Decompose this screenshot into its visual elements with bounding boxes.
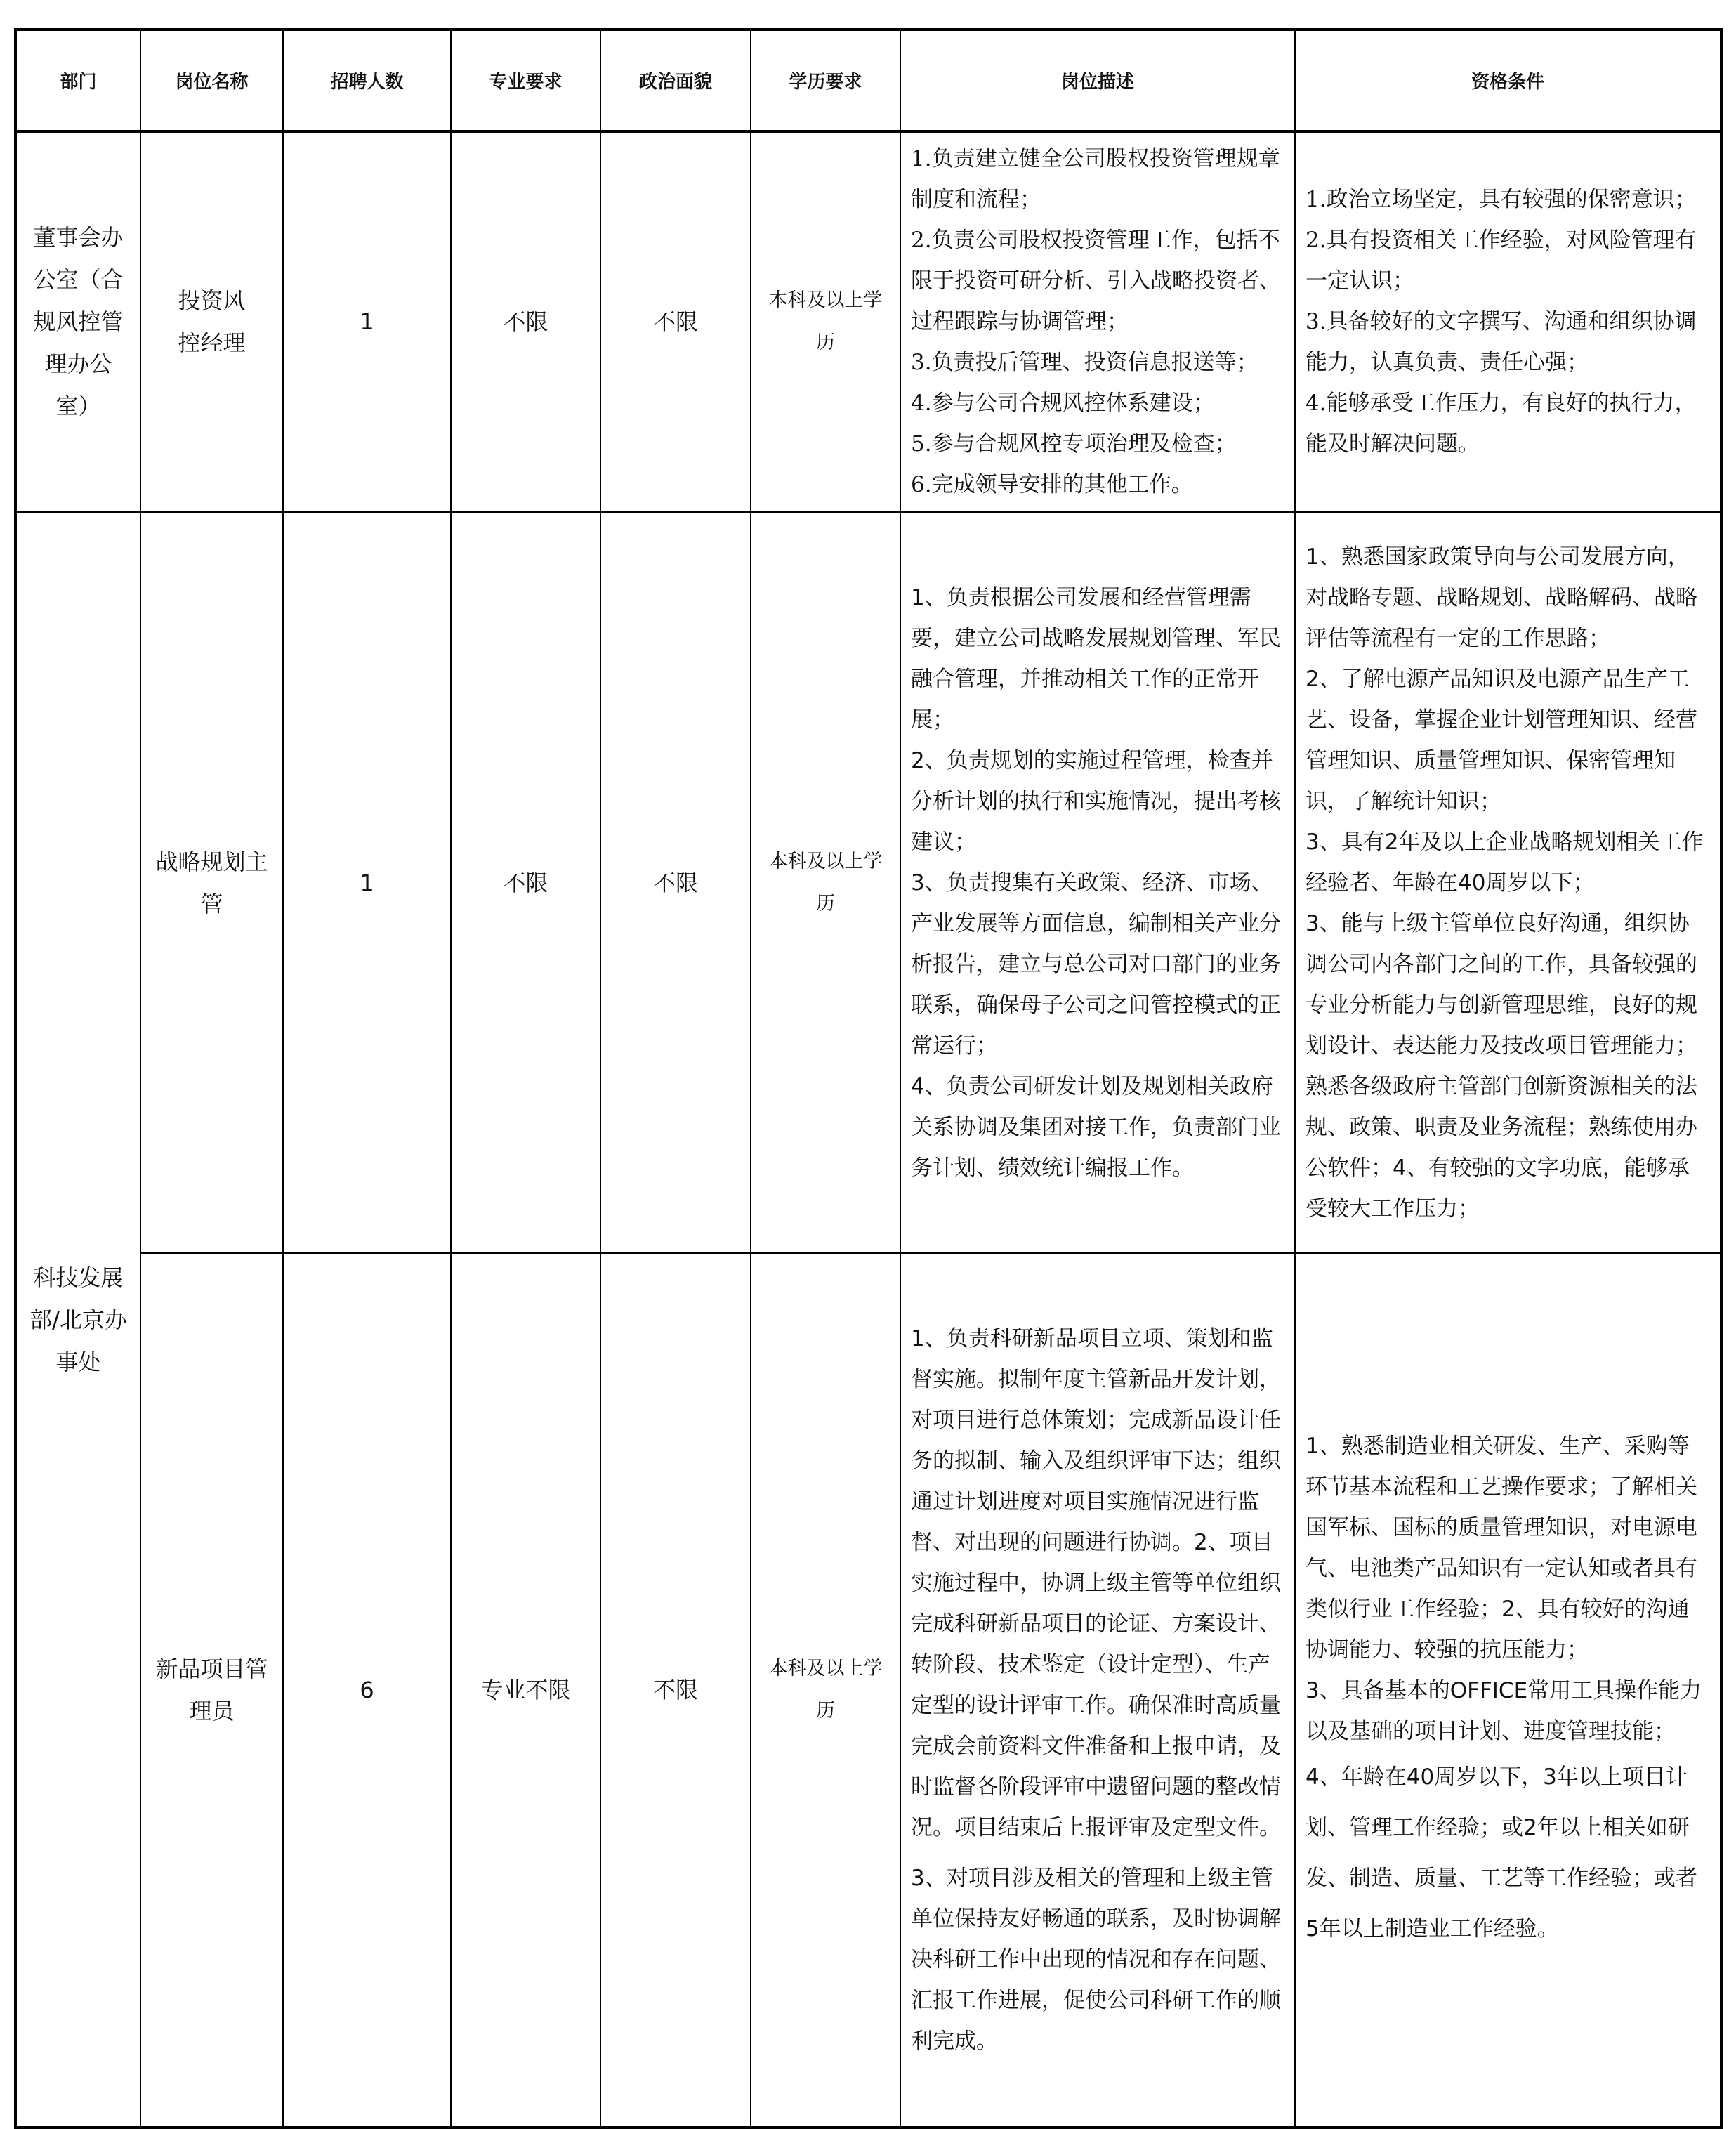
qualification-item: 1、熟悉制造业相关研发、生产、采购等环节基本流程和工艺操作要求；了解相关国军标、国标的质量管理知识，对电源电气、电池类产品知识有一定认知或者具有类似行业工作经验；2、具有较好的沟通协调能力、较强的抗压能力； (1306, 1434, 1697, 1663)
qualifications-cell (1295, 1253, 1721, 2128)
education-requirement-cell: 本科及以上学历 (751, 512, 900, 1253)
job-description-cell (900, 1253, 1295, 2128)
qualification-item: 1、熟悉国家政策导向与公司发展方向，对战略专题、战略规划、战略解码、战略评估等流程有一定的工作思路； (1306, 544, 1697, 651)
major-requirement-cell: 专业不限 (451, 1253, 600, 2128)
header-major-requirement: 专业要求 (451, 30, 600, 131)
qualification-item: 1.政治立场坚定，具有较强的保密意识； (1306, 187, 1697, 212)
political-status-cell: 不限 (600, 131, 751, 512)
description-item: 4、负责公司研发计划及规划相关政府关系协调及集团对接工作，负责部门业务计划、绩效统计编报工作。 (911, 1074, 1281, 1181)
description-item: 5.参与合规风控专项治理及检查； (911, 431, 1237, 457)
major-requirement-cell: 不限 (451, 131, 600, 512)
qualifications-cell (1295, 512, 1721, 1253)
header-qualifications: 资格条件 (1295, 30, 1721, 131)
table-row (15, 1253, 1721, 2128)
qualification-item: 3、具有2年及以上企业战略规划相关工作经验者、年龄在40周岁以下； (1306, 830, 1704, 896)
description-item: 4.参与公司合规风控体系建设； (911, 391, 1215, 416)
description-item: 1.负责建立健全公司股权投资管理规章制度和流程； (911, 146, 1280, 212)
political-status-cell: 不限 (600, 512, 751, 1253)
header-position-name: 岗位名称 (140, 30, 283, 131)
description-item: 2、负责规划的实施过程管理，检查并分析计划的执行和实施情况，提出考核建议； (911, 748, 1281, 855)
qualification-item: 3、具备基本的OFFICE常用工具操作能力以及基础的项目计划、进度管理技能； (1306, 1678, 1702, 1744)
headcount-cell: 6 (283, 1253, 451, 2128)
qualifications-cell (1295, 131, 1721, 512)
table-row (15, 131, 1721, 512)
header-political-status: 政治面貌 (600, 30, 751, 131)
qualification-item: 4、年龄在40周岁以下，3年以上项目计划、管理工作经验；或2年以上相关如研发、制造、质量、工艺等工作经验；或者5年以上制造业工作经验。 (1306, 1764, 1697, 1941)
qualification-item: 3、能与上级主管单位良好沟通，组织协调公司内各部门之间的工作，具备较强的专业分析能力与创新管理思维，良好的规划设计、表达能力及技改项目管理能力；熟悉各级政府主管部门创新资源相关的法规、政策、职责及业务流程；熟练使用办公软件；4、有较强的文字功底，能够承受较大工作压力； (1306, 911, 1697, 1221)
description-item: 1、负责根据公司发展和经营管理需要，建立公司战略发展规划管理、军民融合管理，并推动相关工作的正常开展； (911, 585, 1281, 733)
job-description-cell (900, 512, 1295, 1253)
recruitment-table (14, 28, 1723, 2129)
education-requirement-cell: 本科及以上学历 (751, 1253, 900, 2128)
position-name-cell: 战略规划主管 (140, 512, 283, 1253)
department-cell: 科技发展部/北京办事处 (15, 512, 140, 2128)
headcount-cell: 1 (283, 131, 451, 512)
qualification-item: 4.能够承受工作压力，有良好的执行力，能及时解决问题。 (1306, 391, 1697, 457)
department-cell: 董事会办公室（合规风控管理办公室） (15, 131, 140, 512)
job-description-cell (900, 131, 1295, 512)
description-item: 3.负责投后管理、投资信息报送等； (911, 350, 1258, 375)
description-item: 3、负责搜集有关政策、经济、市场、产业发展等方面信息，编制相关产业分析报告，建立与总公司对口部门的业务联系，确保母子公司之间管控模式的正常运行； (911, 870, 1281, 1059)
description-item: 1、负责科研新品项目立项、策划和监督实施。拟制年度主管新品开发计划，对项目进行总体策划；完成新品设计任务的拟制、输入及组织评审下达；组织通过计划进度对项目实施情况进行监督、对出现的问题进行协调。2、项目实施过程中，协调上级主管等单位组织完成科研新品项目的论证、方案设计、转阶段、技术鉴定（设计定型）、生产定型的设计评审工作。确保准时高质量完成会前资料文件准备和上报申请，及时监督各阶段评审中遗留问题的整改情况。项目结束后上报评审及定型文件。 (911, 1326, 1281, 1840)
qualification-item: 2、了解电源产品知识及电源产品生产工艺、设备，掌握企业计划管理知识、经营管理知识、质量管理知识、保密管理知识，了解统计知识； (1306, 667, 1697, 814)
major-requirement-cell: 不限 (451, 512, 600, 1253)
header-education-requirement: 学历要求 (751, 30, 900, 131)
description-item: 6.完成领导安排的其他工作。 (911, 472, 1193, 497)
position-name-cell: 投资风控经理 (140, 131, 283, 512)
description-item: 2.负责公司股权投资管理工作，包括不限于投资可研分析、引入战略投资者、过程跟踪与协调管理； (911, 228, 1281, 334)
header-job-description: 岗位描述 (900, 30, 1295, 131)
paragraph-gap (911, 1848, 1284, 1858)
header-headcount: 招聘人数 (283, 30, 451, 131)
headcount-cell: 1 (283, 512, 451, 1253)
table-header-row (15, 30, 1721, 131)
header-department: 部门 (15, 30, 140, 131)
description-item: 3、对项目涉及相关的管理和上级主管单位保持友好畅通的联系，及时协调解决科研工作中出现的情况和存在问题、汇报工作进展，促使公司科研工作的顺利完成。 (911, 1866, 1281, 2054)
education-requirement-cell: 本科及以上学历 (751, 131, 900, 512)
qualification-item: 3.具备较好的文字撰写、沟通和组织协调能力，认真负责、责任心强； (1306, 309, 1697, 375)
qualification-item: 2.具有投资相关工作经验，对风险管理有一定认识； (1306, 228, 1697, 294)
political-status-cell: 不限 (600, 1253, 751, 2128)
table-row (15, 512, 1721, 1253)
position-name-cell: 新品项目管理员 (140, 1253, 283, 2128)
